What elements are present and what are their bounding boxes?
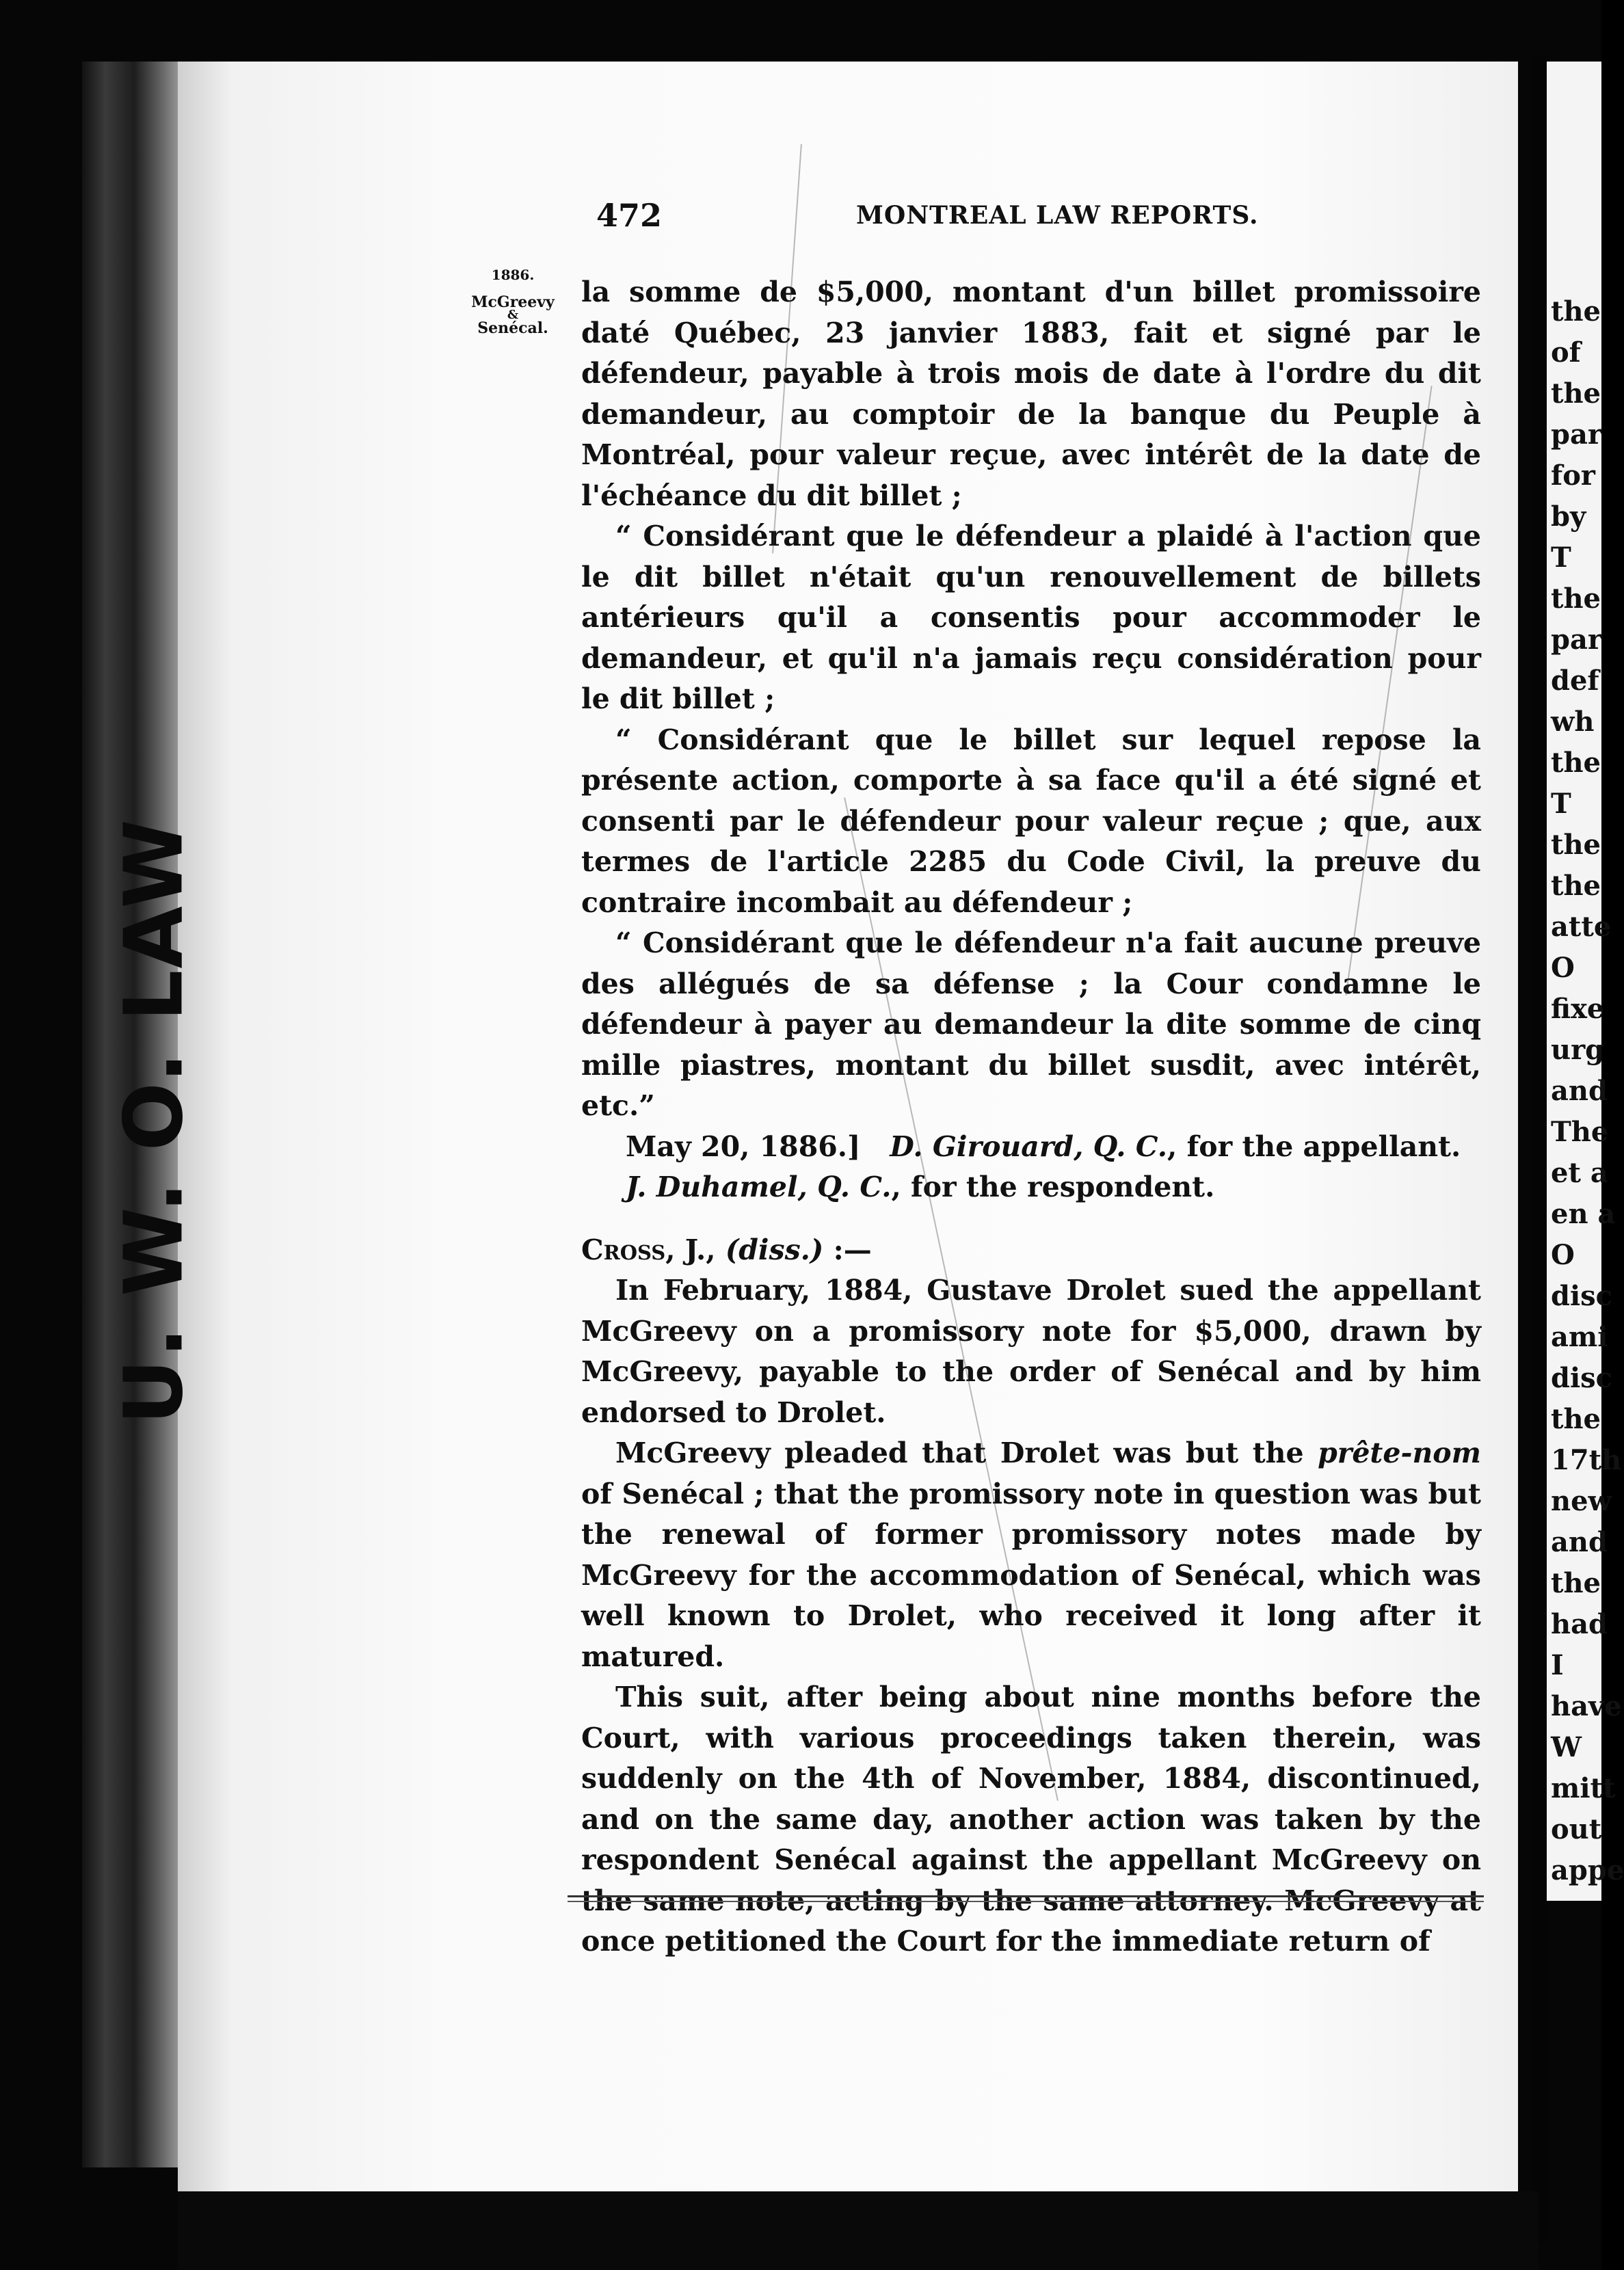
facing-page-fragment: new xyxy=(1551,1485,1612,1517)
facing-page-fragment: ami xyxy=(1551,1321,1608,1353)
facing-page-fragment: and xyxy=(1551,1526,1608,1558)
facing-page-fragment: et a xyxy=(1551,1157,1608,1189)
stamp-label: U. W. O. LAW xyxy=(107,818,202,1425)
counsel-1-role: , for the appellant. xyxy=(1167,1130,1461,1163)
facing-page-fragment: par xyxy=(1551,624,1602,656)
facing-page-fragment: of xyxy=(1551,336,1581,369)
bottom-shadow xyxy=(178,2191,1539,2270)
facing-page-fragment: atte xyxy=(1551,911,1612,943)
paragraph-facts-2 xyxy=(581,1433,1481,1677)
counsel-appellant xyxy=(581,1127,1481,1168)
facing-page-fragment: O xyxy=(1551,952,1575,984)
facing-page-fragment: T xyxy=(1551,542,1571,574)
facing-page-fragment: en a xyxy=(1551,1198,1616,1230)
facts-2-a: McGreevy pleaded that Drolet was but the xyxy=(615,1437,1318,1469)
facing-page-fragment: the xyxy=(1551,829,1601,861)
facing-page-fragment: wh xyxy=(1551,706,1595,738)
facing-page-fragment: W xyxy=(1551,1731,1582,1763)
body-text xyxy=(581,272,1481,1962)
facing-page-fragment: urg xyxy=(1551,1034,1605,1066)
facts-2-c: of Senécal ; that the promissory note in question was but the renewal of former promissory notes made by McGreevy for the accommodation of Senécal, which was well known to Drolet, who received it long after it matured. xyxy=(581,1477,1481,1673)
facing-page-fragment: fixe xyxy=(1551,993,1605,1025)
facing-page-fragment: the xyxy=(1551,1403,1601,1435)
case-sidenote xyxy=(451,268,574,336)
paragraph-judgment-1: la somme de $5,000, montant d'un billet promissoire daté Québec, 23 janvier 1883, fait et signé par le défendeur, payable à trois mois de date à l'ordre du dit demandeur, au comptoir de la banque du Peuple à Montréal, pour valeur reçue, avec intérêt de la date de l'échéance du dit billet ; xyxy=(581,276,1481,512)
facing-page-fragment: I xyxy=(1551,1649,1564,1681)
facing-page-fragment: and xyxy=(1551,1075,1608,1107)
facing-page-fragment: The xyxy=(1551,1116,1609,1148)
facing-page-fragment: O xyxy=(1551,1239,1575,1271)
library-stamp xyxy=(103,818,205,1425)
page-gutter xyxy=(1533,55,1548,2243)
facing-page-fragment: have xyxy=(1551,1690,1622,1722)
paragraph-considerant-3: “ Considérant que le défendeur n'a fait aucune preuve des allégués de sa défense ; la Cour condamne le défendeur à payer au demandeur la dite somme de cinq mille piastres, montant du billet susdit, avec intérêt, etc.” xyxy=(581,926,1481,1122)
facing-page-fragment: mitt xyxy=(1551,1772,1616,1804)
counsel-respondent xyxy=(581,1167,1481,1208)
footer-rule xyxy=(568,1895,1484,1902)
sidenote-year: 1886. xyxy=(491,267,535,283)
facing-page-fragment: the xyxy=(1551,295,1601,328)
facing-page-fragment: out xyxy=(1551,1813,1602,1845)
facing-page-fragment: had xyxy=(1551,1608,1608,1640)
paragraph-considerant-1: “ Considérant que le défendeur a plaidé à l'action que le dit billet n'était qu'un renouvellement de billets antérieurs qu'il a consentis pour accommoder le demandeur, et qu'il n'a jamais reçu considération pour le dit billet ; xyxy=(581,520,1481,715)
paragraph-considerant-2: “ Considérant que le billet sur lequel repose la présente action, comporte à sa face qu'il a été signé et consenti par le défendeur pour valeur reçue ; que, aux termes de l'article 2285 du Code Civil, la preuve du contraire incombait au défendeur ; xyxy=(581,723,1481,919)
facts-2-term: prête-nom xyxy=(1318,1437,1481,1469)
judge-name: Cross, J. xyxy=(581,1233,706,1266)
facing-page-fragment: the xyxy=(1551,377,1601,410)
facing-page-fragment: 17th xyxy=(1551,1444,1622,1476)
running-head: MONTREAL LAW REPORTS. xyxy=(856,201,1259,230)
facing-page-fragment: def xyxy=(1551,665,1599,697)
sidenote-party-2: Senécal. xyxy=(477,319,548,337)
page-number: 472 xyxy=(596,197,663,234)
sidenote-ampersand: & xyxy=(507,308,519,323)
paragraph-facts-3: This suit, after being about nine months before the Court, with various proceedings taken therein, was suddenly on the 4th of November, 1884, discontinued, and on the same day, another action was taken by the respondent Senécal against the appellant McGreevy on the same note, acting by the same attorney. McGreevy at once petitioned the Court for the immediate return of xyxy=(581,1681,1481,1958)
facing-page-fragment: the xyxy=(1551,747,1601,779)
facing-page-fragment: the xyxy=(1551,870,1601,902)
judge-dash: :— xyxy=(823,1233,872,1266)
page-header xyxy=(596,197,1485,245)
facing-page-fragment: appe xyxy=(1551,1854,1624,1886)
facing-page-fragment: for xyxy=(1551,459,1595,492)
facing-page-fragment: disc xyxy=(1551,1280,1613,1312)
facing-page-fragment: par xyxy=(1551,418,1602,451)
judge-dissent: (diss.) xyxy=(725,1233,824,1266)
counsel-date: May 20, 1886.] xyxy=(626,1130,861,1163)
facing-page-fragment: T xyxy=(1551,788,1571,820)
facing-page-fragment: disc xyxy=(1551,1362,1613,1394)
facing-page-fragment: by xyxy=(1551,500,1586,533)
judge-line: Cross, J., (diss.) :— xyxy=(581,1233,872,1266)
facing-page-fragment: the xyxy=(1551,1567,1601,1599)
counsel-2-name: J. Duhamel, Q. C. xyxy=(626,1171,892,1203)
counsel-1-name: D. Girouard, Q. C. xyxy=(890,1130,1168,1163)
facing-page-text xyxy=(1551,291,1624,1891)
paragraph-facts-1: In February, 1884, Gustave Drolet sued the appellant McGreevy on a promissory note for $5,000, drawn by McGreevy, payable to the order of Senécal and by him endorsed to Drolet. xyxy=(581,1274,1481,1429)
counsel-2-role: , for the respondent. xyxy=(891,1171,1215,1203)
sidenote-party-1: McGreevy xyxy=(471,293,555,311)
facing-page-fragment: the xyxy=(1551,583,1601,615)
